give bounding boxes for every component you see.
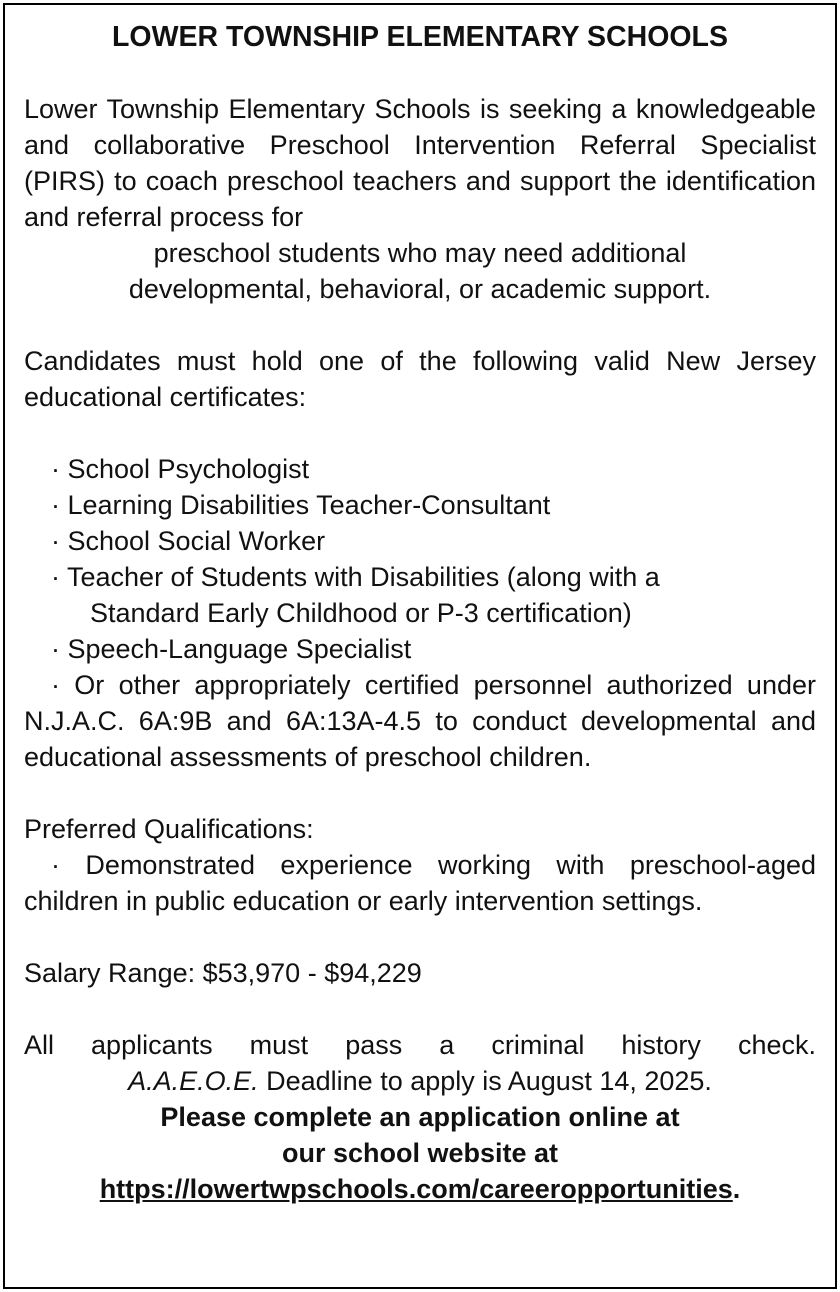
intro-line-centered-1: preschool students who may need additional xyxy=(153,238,687,268)
apply-line-1: Please complete an application online at xyxy=(160,1102,680,1132)
careers-link[interactable]: https://lowertwpschools.com/careeropportunities xyxy=(99,1174,733,1204)
eoe-text: A.A.E.O.E. xyxy=(128,1066,259,1096)
intro-line-centered-2: developmental, behavioral, or academic support. xyxy=(128,274,712,304)
preferred-item: · Demonstrated experience working with preschool-aged children in public education or early intervention settings. xyxy=(24,850,816,916)
apply-line-2: our school website at xyxy=(281,1138,559,1168)
list-item: · Learning Disabilities Teacher-Consultant xyxy=(51,490,551,520)
salary-range: Salary Range: $53,970 - $94,229 xyxy=(24,958,422,988)
url-period: . xyxy=(732,1174,741,1204)
list-item: · School Social Worker xyxy=(51,526,326,556)
ad-title: LOWER TOWNSHIP ELEMENTARY SCHOOLS xyxy=(112,21,728,53)
list-item: · Teacher of Students with Disabilities (along with a xyxy=(51,562,660,592)
certificates-list xyxy=(24,451,816,667)
certificates-intro: Candidates must hold one of the following valid New Jersey educational certificates: xyxy=(24,346,816,412)
list-item: · Speech-Language Specialist xyxy=(51,634,412,664)
deadline-text: Deadline to apply is August 14, 2025. xyxy=(258,1066,712,1096)
url-line xyxy=(24,1171,816,1207)
list-item: · School Psychologist xyxy=(51,454,310,484)
eoe-deadline-line xyxy=(24,1063,816,1099)
intro-paragraph: Lower Township Elementary Schools is seeking a knowledgeable and collaborative Preschool Intervention Referral Specialist (PIRS) to coach preschool teachers and support the identification and referral process for xyxy=(24,94,816,232)
job-ad xyxy=(3,3,837,1289)
criminal-check: All applicants must pass a criminal history check. xyxy=(24,1030,816,1060)
preferred-heading: Preferred Qualifications: xyxy=(24,814,314,844)
list-item-continuation: Standard Early Childhood or P-3 certification) xyxy=(90,598,632,628)
other-personnel-item: · Or other appropriately certified personnel authorized under N.J.A.C. 6A:9B and 6A:13A-4.5 to conduct developmental and educational assessments of preschool children. xyxy=(24,670,816,772)
